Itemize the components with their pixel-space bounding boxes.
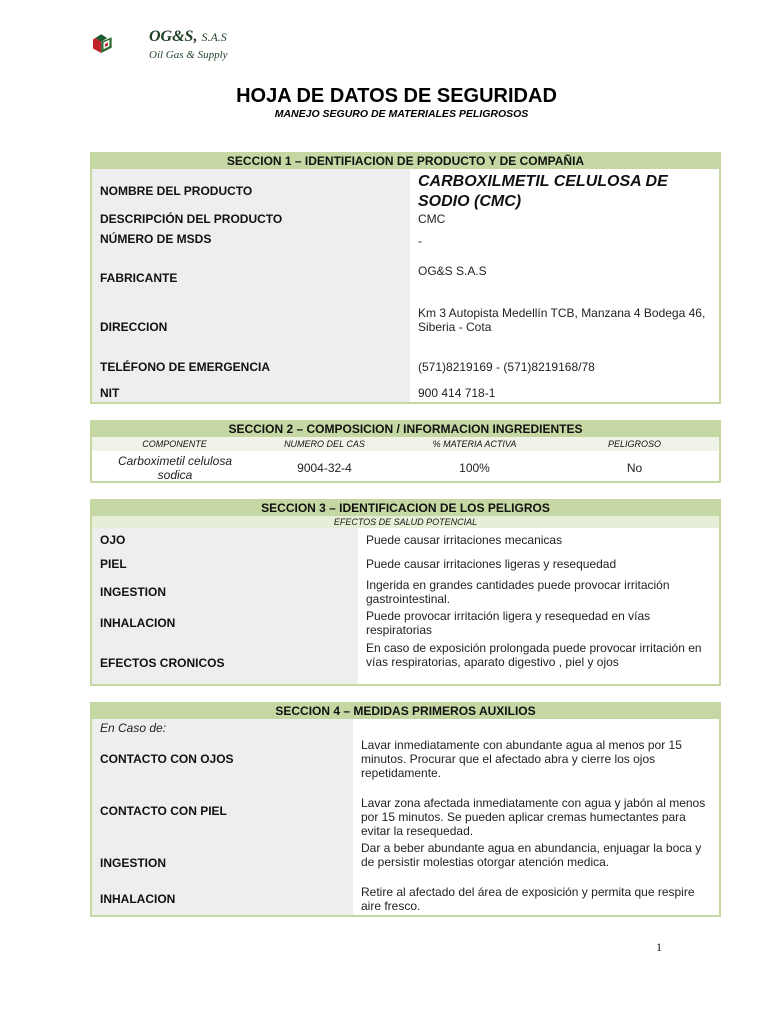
col-header-component: COMPONENTE [142, 439, 207, 449]
col-header-active-matter: % MATERIA ACTIVA [432, 439, 517, 449]
section-3-subheader: EFECTOS DE SALUD POTENCIAL [92, 516, 719, 528]
value-eye-contact: Lavar inmediatamente con abundante agua al menos por 15 minutos. Procurar que el afectado abra y cierre los ojos repetidamente. [361, 738, 682, 780]
page-number: 1 [656, 940, 662, 954]
section-2-title: SECCION 2 – COMPOSICION / INFORMACION INGREDIENTES [92, 422, 719, 437]
col-header-cas-number: NUMERO DEL CAS [284, 439, 365, 449]
value-inhalation: Puede provocar irritación ligera y resequedad en vías respiratorias [366, 609, 651, 637]
cell-cas-number: 9004-32-4 [297, 461, 352, 475]
company-logo [93, 16, 149, 72]
col-header-hazardous: PELIGROSO [607, 439, 661, 449]
cell-hazardous: No [626, 461, 643, 475]
label-manufacturer: FABRICANTE [100, 271, 178, 285]
document-title: HOJA DE DATOS DE SEGURIDAD [236, 85, 557, 107]
label-nit: NIT [100, 386, 120, 400]
label-chronic-effects: EFECTOS CRONICOS [100, 656, 225, 670]
section-3-title: SECCION 3 – IDENTIFICACION DE LOS PELIGROS [92, 501, 719, 516]
label-inhalation: INHALACION [100, 616, 176, 630]
cell-component: Carboximetil celulosa sodica [117, 454, 233, 482]
label-skin: PIEL [100, 557, 127, 571]
value-address: Km 3 Autopista Medellín TCB, Manzana 4 Bodega 46, Siberia - Cota [418, 306, 706, 334]
label-msds-number: NÚMERO DE MSDS [100, 232, 212, 246]
label-eye: OJO [100, 533, 126, 547]
section-2 [90, 420, 721, 483]
value-eye: Puede causar irritaciones mecanicas [366, 533, 563, 547]
value-first-aid-inhalation: Retire al afectado del área de exposición y permita que respire aire fresco. [361, 885, 695, 913]
label-product-description: DESCRIPCIÓN DEL PRODUCTO [100, 212, 283, 226]
label-skin-contact: CONTACTO CON PIEL [100, 804, 227, 818]
first-aid-intro: En Caso de: [100, 721, 167, 735]
document-subtitle: MANEJO SEGURO DE MATERIALES PELIGROSOS [274, 108, 529, 120]
label-eye-contact: CONTACTO CON OJOS [100, 752, 234, 766]
cell-active-matter: 100% [459, 461, 490, 475]
logo-tagline: Oil Gas & Supply [149, 49, 228, 61]
value-emergency-phone: (571)8219169 - (571)8219168/78 [418, 360, 595, 374]
label-product-name: NOMBRE DEL PRODUCTO [100, 184, 253, 198]
value-skin-contact: Lavar zona afectada inmediatamente con agua y jabón al menos por 15 minutos. Se pueden aplicar cremas humectantes para evitar la resequedad. [361, 796, 706, 838]
value-product-description: CMC [418, 212, 446, 226]
section-1-title: SECCION 1 – IDENTIFIACION DE PRODUCTO Y DE COMPAÑIA [92, 154, 719, 169]
logo-name: OG&S, S.A.S [149, 28, 227, 45]
value-ingestion: Ingerida en grandes cantidades puede provocar irritación gastrointestinal. [366, 578, 670, 606]
value-product-name: CARBOXILMETIL CELULOSA DE SODIO (CMC) [418, 173, 668, 210]
value-chronic-effects: En caso de exposición prolongada puede provocar irritación en vías respiratorias, aparato digestivo , piel y ojos [366, 641, 702, 669]
label-ingestion: INGESTION [100, 585, 167, 599]
value-nit: 900 414 718-1 [418, 386, 496, 400]
section-4 [90, 702, 721, 917]
value-msds-number: - [418, 234, 422, 248]
value-first-aid-ingestion: Dar a beber abundante agua en abundancia, enjuagar la boca y de persistir molestias otorgar atención medica. [361, 841, 702, 869]
value-skin: Puede causar irritaciones ligeras y resequedad [366, 557, 617, 571]
section-4-title: SECCION 4 – MEDIDAS PRIMEROS AUXILIOS [92, 704, 719, 719]
label-first-aid-inhalation: INHALACION [100, 892, 176, 906]
section-3 [90, 499, 721, 686]
label-first-aid-ingestion: INGESTION [100, 856, 167, 870]
value-manufacturer: OG&S S.A.S [418, 264, 487, 278]
label-address: DIRECCION [100, 320, 168, 334]
section-1 [90, 152, 721, 404]
label-emergency-phone: TELÉFONO DE EMERGENCIA [100, 360, 271, 374]
